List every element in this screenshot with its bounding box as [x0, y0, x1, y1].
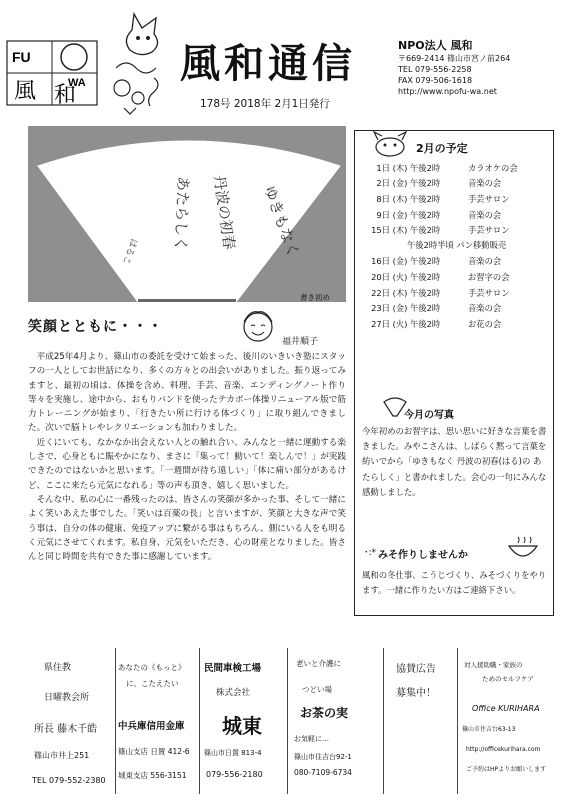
ad-line: 中兵庫信用金庫: [118, 721, 185, 732]
schedule-weekday: (木): [392, 225, 408, 236]
dog-doodle-icon: [370, 130, 410, 160]
org-name: NPO法人 風和: [398, 39, 473, 52]
schedule-event: 音楽の会: [468, 256, 502, 267]
fan-line-1: ゆきもなく: [260, 183, 303, 260]
issue-info: 178号 2018年 2月1日発行: [200, 98, 330, 110]
schedule-row: [362, 285, 554, 301]
schedule-weekday: (金): [392, 178, 408, 189]
schedule-time: 午後2時: [410, 225, 441, 236]
schedule-time: 午後2時: [410, 193, 441, 204]
ad-line: 079-556-2180: [206, 770, 263, 779]
ad-line: 募集中！: [396, 688, 436, 699]
fan-image: [28, 126, 346, 302]
schedule-weekday: (木): [392, 193, 408, 204]
schedule-day: 20日: [371, 271, 390, 282]
fuwa-logo: [6, 40, 98, 106]
ad-line: 老いと介護に: [296, 659, 341, 668]
schedule-row: [362, 207, 554, 223]
ad-car-inspection: [200, 648, 288, 794]
org-web[interactable]: http://www.npofu-wa.net: [398, 87, 497, 96]
ad-line: 篠山市住吉台63-13: [462, 726, 516, 733]
schedule-time: 午後2時: [410, 178, 441, 189]
ad-line: 株式会社: [216, 688, 251, 698]
schedule-row: [362, 300, 554, 316]
fan-line-3: あたらしく: [171, 175, 192, 252]
ad-line: 080-7109-6734: [294, 768, 352, 777]
ad-line: あなたの《もっと》: [118, 663, 186, 672]
schedule-row: [362, 316, 554, 332]
schedule-event: お習字の会: [468, 271, 510, 282]
logo-kaze: 風: [14, 79, 37, 104]
schedule-time: 午後2時: [410, 287, 441, 298]
article-paragraph: 平成25年4月より、篠山市の委託を受けて始まった、後川のいきいき塾にスタッフの一人としてお世話になり、多くの方々との出会いがありました。振り返ってみますと、最初の頃は、体操を含め、料理、手芸、音楽、エンディングノート作り等々を実施し、途中から、おもりバンドを使ったテカボー体操リニューアル版で筋力トレーニングが始まり、「行きたい所に行ける体づくり」に取り組んできました。次いで脳トレやレクリエーションも加わりました。: [28, 352, 346, 434]
schedule-event: カラオケの会: [468, 162, 518, 173]
article-author: 福井順子: [282, 337, 319, 347]
schedule-day: 2日: [376, 178, 390, 189]
schedule-weekday: (木): [392, 287, 408, 298]
miso-section-body: 風和の冬仕事、こうじづくり、みそづくりをやります。一緒に作りたい方はご連絡下さい。: [362, 570, 547, 596]
schedule-event: 手芸サロン: [468, 225, 510, 236]
ad-line: 篠山市住吉台92-1: [294, 753, 352, 761]
article-title: 笑顔とともに・・・: [28, 319, 163, 335]
fox-doodle-icon: [104, 8, 178, 120]
schedule-event: 音楽の会: [468, 178, 502, 189]
ad-line: お気軽に…: [294, 735, 329, 743]
ad-line: 篠山支店 日置 412-6: [118, 747, 190, 756]
ad-line: 篠山市日置 813-4: [204, 749, 262, 757]
org-tel: TEL 079-556-2258: [398, 65, 472, 74]
ad-line: ご予約はHPよりお願いします: [466, 766, 547, 773]
schedule-weekday: (木): [392, 162, 408, 173]
bowl-doodle-icon: [506, 536, 540, 560]
calligraphy-fan-photo: [28, 126, 346, 302]
fan-caption: 書き初め: [300, 293, 330, 302]
schedule-event: 音楽の会: [468, 303, 502, 314]
ad-line: Office KURIHARA: [472, 704, 540, 713]
sponsor-ads: [30, 648, 558, 794]
schedule-row: [362, 191, 554, 207]
ad-line: TEL 079-552-2380: [32, 776, 106, 785]
schedule-weekday: (火): [392, 318, 408, 329]
ad-line: 県住教: [44, 663, 72, 673]
ad-sponsor-wanted: [384, 648, 458, 794]
sparkle-icon: ･:*: [364, 548, 377, 558]
ad-ochanomi: [288, 648, 384, 794]
schedule-day: 22日: [371, 287, 390, 298]
org-info: [398, 38, 560, 97]
fan-signature: はるこ: [119, 236, 139, 266]
ad-line[interactable]: http://officekurihara.com: [466, 746, 541, 753]
schedule-weekday: (金): [392, 209, 408, 220]
ad-line: お茶の実: [300, 706, 349, 720]
ad-line: 協賛広告: [396, 664, 436, 675]
smiling-face-icon: [236, 308, 280, 344]
ad-church: [30, 648, 116, 794]
schedule-weekday: (金): [392, 256, 408, 267]
schedule-time: 午後2時: [410, 209, 441, 220]
schedule-note: 午後2時半頃 パン移動販売: [407, 239, 507, 250]
ad-line: 城東支店 556-3151: [118, 771, 187, 780]
ad-line: 日曜教会所: [44, 693, 90, 703]
schedule-day: 15日: [371, 225, 390, 236]
photo-section-title: 今月の写真: [404, 410, 454, 421]
ad-line: 篠山市井上251: [34, 751, 90, 760]
schedule-day: 16日: [371, 256, 390, 267]
ad-line: 対人援助職・家族の: [464, 661, 523, 669]
miso-section-title: みそ作りしませんか: [378, 550, 468, 561]
schedule-title: 2月の予定: [416, 142, 468, 155]
logo-fu: FU: [12, 49, 31, 65]
ad-line: 民間車検工場: [204, 663, 262, 674]
ad-bank: [116, 648, 200, 794]
schedule-time: 午後2時: [410, 271, 441, 282]
article-paragraph: そんな中、私の心に一番残ったのは、皆さんの笑顔が多かった事、そして一緒によく笑いあえた事でした。「笑いは百薬の長」と言いますが、笑顔と大きな声で笑う事は、自分の体の健康、免疫アップに繋がる事はもちろん、側にいる人をも明るく元気にさせてくれます。私自身、元気をいただき、心の財産となりました。皆さんと同じ時間を共有できた事に感謝しています。: [28, 494, 346, 563]
schedule-row: [362, 160, 554, 176]
schedule-day: 8日: [376, 193, 390, 204]
schedule-day: 9日: [376, 209, 390, 220]
ad-line: つどい場: [302, 685, 332, 694]
schedule-event: 手芸サロン: [468, 193, 510, 204]
schedule-time: 午後2時: [410, 256, 441, 267]
org-fax: FAX 079-506-1618: [398, 76, 473, 85]
ad-office-kurihara: [458, 648, 558, 794]
newsletter-title: 風和通信: [180, 40, 356, 87]
schedule-row: [362, 176, 554, 192]
schedule-time: 午後2時: [410, 162, 441, 173]
schedule-day: 23日: [371, 303, 390, 314]
schedule-weekday: (金): [392, 303, 408, 314]
ad-line: 所長 藤木千皓: [34, 724, 98, 735]
schedule-event: 手芸サロン: [468, 287, 510, 298]
org-address: 〒669-2414 篠山市宮ノ前264: [398, 54, 511, 63]
photo-section-body: 今年初めのお習字は、思い思いに好きな言葉を書きました。みやこさんは、しばらく黙って言葉を紡いでから「ゆきもなく 丹波の初春(はる)の あたらしく」と書かれました。会心の一句にみんな感動しました。: [362, 426, 547, 497]
schedule-time: 午後2時: [410, 318, 441, 329]
schedule-time: 午後2時: [410, 303, 441, 314]
ad-line: に、こたえたい: [126, 679, 179, 688]
schedule-row: [362, 254, 554, 270]
schedule-row: [362, 222, 554, 238]
schedule-weekday: (火): [392, 271, 408, 282]
logo-wa: WA: [68, 77, 86, 89]
logo-wa-kanji: 和: [54, 83, 77, 106]
article-paragraph: 近くにいても、なかなか出会えない人との触れ合い、みんなと一緒に運動する楽しさで、心身ともに賑やかになり、まさに「集って！動いて！楽しんで！」が実践できたのではないかと思います。「一週間が待ち遠しい」「体に痛い部分があるけど、ここに来たら元気になれる」等の声も頂き、嬉しく思いました。: [28, 437, 346, 491]
schedule-event: 音楽の会: [468, 209, 502, 220]
schedule-day: 1日: [376, 162, 390, 173]
schedule-day: 27日: [371, 318, 390, 329]
schedule-row: [362, 269, 554, 285]
ad-line: ためのセルフケア: [482, 675, 534, 683]
schedule-event: お花の会: [468, 318, 502, 329]
schedule-list: [362, 160, 554, 332]
article-body: [28, 350, 346, 564]
ad-line: 城東: [222, 714, 262, 738]
fan-line-2: 丹波の初春: [210, 174, 239, 251]
